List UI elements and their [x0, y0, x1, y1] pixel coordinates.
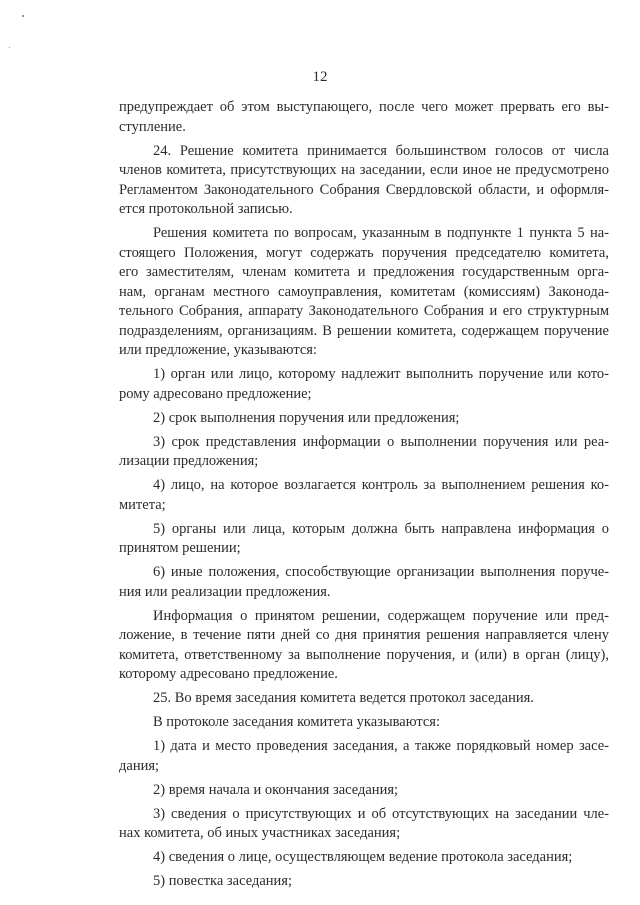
text-line: нам, органам местного самоуправления, комитетам (комиссиям) Законода- [119, 283, 609, 300]
paragraph-first-line: 24. Решение комитета принимается большинством голосов от числа [153, 142, 609, 159]
text-line: членов комитета, присутствующих на заседании, если иное не предусмотрено [119, 162, 609, 178]
paragraph-first-line: 1) дата и место проведения заседания, а также порядковый номер засе- [153, 738, 609, 754]
paragraph-first-line: 4) сведения о лице, осуществляющем ведение протокола заседания; [153, 849, 573, 865]
paragraph-first-line: 4) лицо, на которое возлагается контроль за выполнением решения ко- [153, 477, 609, 493]
text-line: ния или реализации предложения. [119, 583, 331, 600]
text-line: ступление. [119, 118, 186, 135]
text-line: нах комитета, об иных участниках заседания; [119, 825, 401, 841]
text-line: лизации предложения; [119, 453, 259, 469]
text-line: тельного Собрания, аппарату Законодательного Собрания и его структурным [119, 303, 609, 319]
paragraph-first-line: 3) сведения о присутствующих и об отсутствующих на заседании чле- [153, 805, 609, 822]
paragraph-first-line: В протоколе заседания комитета указываются: [153, 714, 440, 730]
text-line: Регламентом Законодательного Собрания Свердловской области, и оформля- [119, 181, 609, 198]
text-line: подразделениям, организациям. В решении комитета, содержащем поручение [119, 322, 609, 339]
paragraph-first-line: 6) иные положения, способствующие организации выполнения поруче- [153, 564, 609, 580]
text-line: комитета, ответственному за выполнение поручения, и (или) в орган (лицу), [119, 646, 609, 663]
paragraph-first-line: 25. Во время заседания комитета ведется протокол заседания. [153, 690, 534, 706]
paragraph-first-line: 5) повестка заседания; [153, 873, 292, 889]
page-number: 12 [312, 69, 328, 85]
text-line: дания; [119, 757, 160, 774]
paragraph-first-line: Информация о принятом решении, содержащем поручение или пред- [153, 607, 609, 624]
text-line: его заместителям, членам комитета и предложения государственным орга- [119, 264, 609, 280]
text-line: принятом решении; [119, 540, 241, 556]
paragraph-first-line: 3) срок представления информации о выполнении поручения или реа- [153, 433, 609, 450]
text-line: предупреждает об этом выступающего, после чего может прервать его вы- [119, 99, 609, 115]
text-line: стоящего Положения, могут содержать поручения председателю комитета, [119, 244, 609, 261]
scan-speck [9, 47, 10, 48]
paragraph-first-line: 2) время начала и окончания заседания; [153, 781, 399, 798]
text-line: или предложение, указываются: [119, 342, 317, 358]
paragraph-first-line: Решения комитета по вопросам, указанным в подпункте 1 пункта 5 на- [153, 225, 609, 241]
text-line: ется протокольной записью. [119, 201, 293, 217]
text-line: митета; [119, 496, 166, 513]
text-line: рому адресовано предложение; [119, 385, 312, 402]
paragraph-first-line: 5) органы или лица, которым должна быть направлена информация о [153, 520, 609, 537]
scan-speck [22, 15, 24, 17]
paragraph-first-line: 2) срок выполнения поручения или предложения; [153, 409, 460, 426]
paragraph-first-line: 1) орган или лицо, которому надлежит выполнить поручение или кото- [153, 366, 609, 382]
text-line: ложение, в течение пяти дней со дня принятия решения направляется члену [119, 627, 609, 643]
text-line: которому адресовано предложение. [119, 666, 338, 682]
